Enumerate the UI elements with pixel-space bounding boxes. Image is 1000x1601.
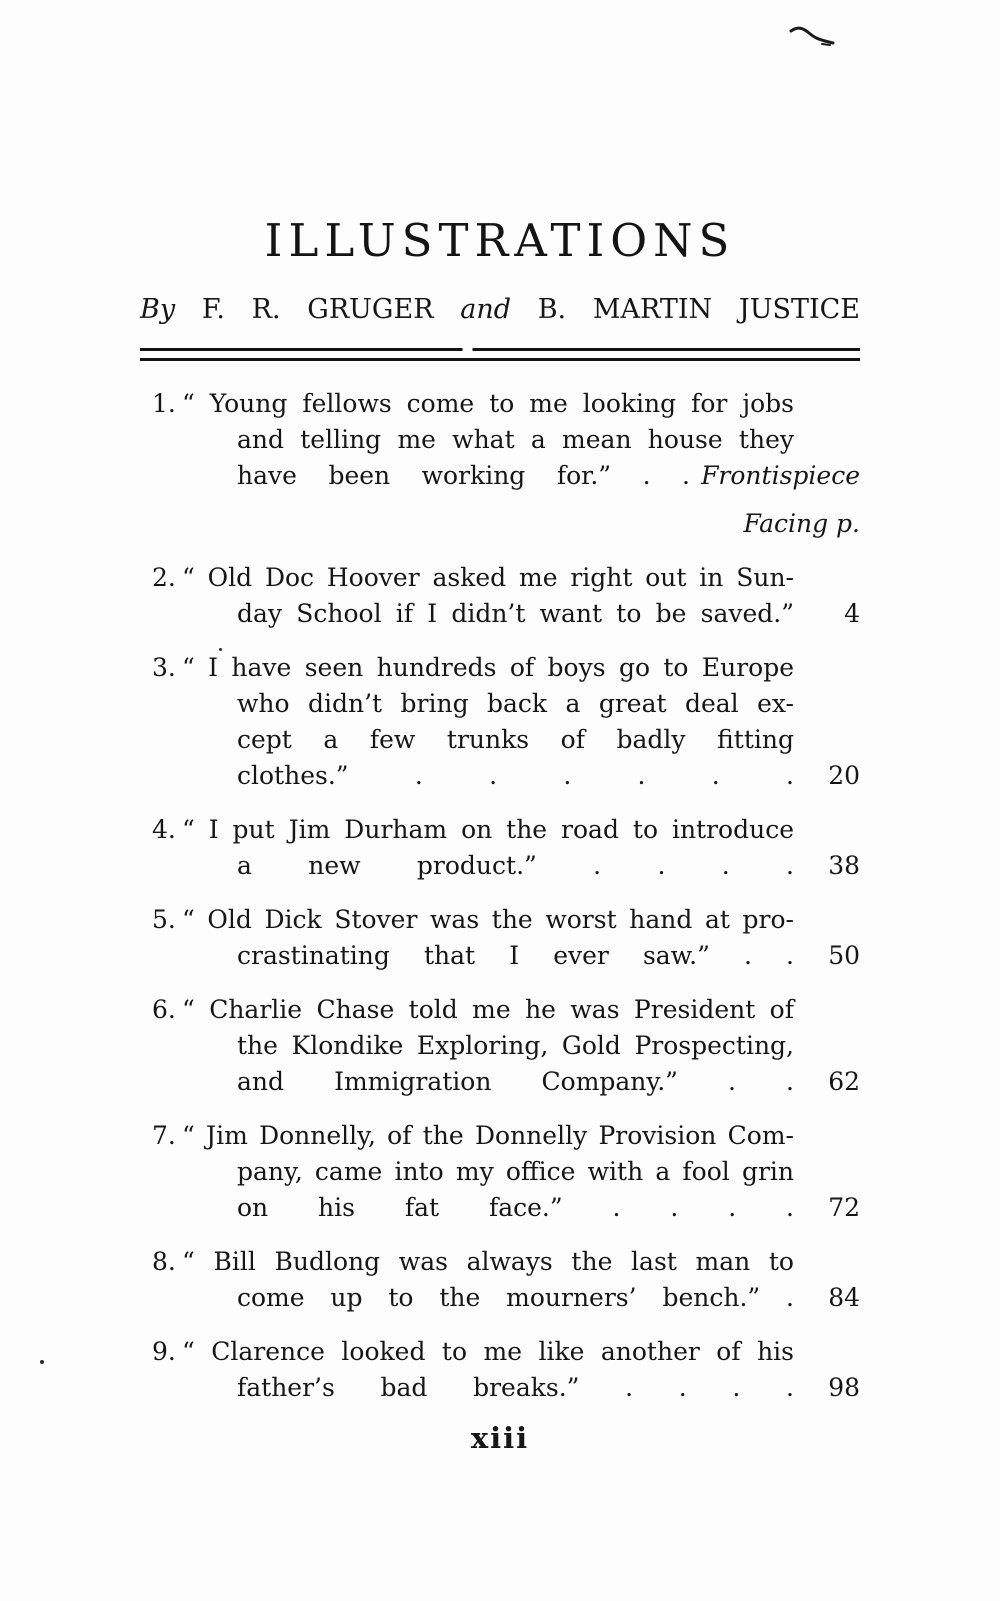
entry-number: 4. (152, 815, 176, 844)
entry-page-ref: 50 (828, 941, 860, 970)
byline-conjunction: and (460, 294, 512, 325)
entry-caption (182, 992, 860, 1100)
list-item (140, 902, 860, 974)
entry-number: 6. (152, 995, 176, 1024)
list-item (140, 992, 860, 1100)
byline-prefix: By (140, 294, 176, 325)
artist1-initial-f: F. (201, 294, 225, 325)
folio-page-number: xiii (470, 1421, 530, 1455)
entry-number: 3. (152, 653, 176, 682)
caption-line: pany, came into my office with a fool grin (237, 1157, 794, 1186)
caption-line: a new product.” . . . . (237, 851, 794, 880)
caption-line: “ Young fellows come to me looking for jobs (182, 389, 794, 418)
entry-page-ref: Frontispiece (701, 461, 860, 490)
print-speck (40, 1360, 44, 1364)
list-item (140, 1244, 860, 1316)
list-item (140, 560, 860, 632)
rule-bottom-bar (140, 358, 860, 361)
list-item (140, 650, 860, 794)
entry-page-ref: 84 (828, 1283, 860, 1312)
ink-squiggle-mark (788, 22, 840, 52)
list-item (140, 1118, 860, 1226)
entry-number: 7. (152, 1121, 176, 1150)
artist2-surname: JUSTICE (738, 294, 860, 325)
caption-line: “ Old Dick Stover was the worst hand at pro- (182, 905, 794, 934)
entry-number: 5. (152, 905, 176, 934)
entry-number: 8. (152, 1247, 176, 1276)
artist1-initial-r: R. (251, 294, 281, 325)
caption-line: “ I put Jim Durham on the road to introduce (182, 815, 794, 844)
caption-line: “ I have seen hundreds of boys go to Europe (182, 653, 794, 682)
list-item (140, 386, 860, 494)
caption-line: who didn’t bring back a great deal ex- (237, 689, 794, 718)
caption-line: “ Charlie Chase told me he was President of (182, 995, 794, 1024)
caption-line: father’s bad breaks.” . . . . (237, 1373, 794, 1402)
entry-caption (182, 1334, 860, 1406)
caption-line: “ Bill Budlong was always the last man to (182, 1247, 794, 1276)
caption-line: “ Old Doc Hoover asked me right out in Sun- (182, 563, 794, 592)
caption-line: “ Clarence looked to me like another of his (182, 1337, 794, 1366)
entry-page-ref: 72 (828, 1193, 860, 1222)
entry-page-ref: 38 (828, 851, 860, 880)
facing-page-label: Facing p. (743, 509, 860, 538)
entry-number: 9. (152, 1337, 176, 1366)
entry-page-ref: 62 (828, 1067, 860, 1096)
entry-caption (182, 560, 860, 632)
print-speck (219, 648, 222, 651)
entry-page-ref: 98 (828, 1373, 860, 1402)
artist2-initial-b: B. (537, 294, 567, 325)
caption-line: have been working for.” . . (237, 461, 690, 490)
caption-line: on his fat face.” . . . . (237, 1193, 794, 1222)
caption-line: and telling me what a mean house they (237, 425, 794, 454)
artist1-surname: GRUGER (307, 294, 434, 325)
caption-line: cept a few trunks of badly fitting (237, 725, 794, 754)
book-page (140, 0, 860, 1458)
entry-page-ref: 4 (844, 599, 860, 628)
page-title: ILLUSTRATIONS (264, 214, 736, 267)
caption-line: and Immigration Company.” . . (237, 1067, 794, 1096)
caption-line: “ Jim Donnelly, of the Donnelly Provision Com- (182, 1121, 794, 1150)
entry-caption (182, 902, 860, 974)
caption-line: come up to the mourners’ bench.” . (237, 1283, 794, 1312)
caption-line: crastinating that I ever saw.” . . (237, 941, 794, 970)
caption-line: clothes.” . . . . . . (237, 761, 794, 790)
entry-caption (182, 1118, 860, 1226)
entry-caption (182, 650, 860, 794)
list-item (140, 812, 860, 884)
double-rule (140, 348, 860, 361)
entry-caption (182, 1244, 860, 1316)
entry-number: 1. (152, 389, 176, 418)
list-item (140, 1334, 860, 1406)
caption-line: the Klondike Exploring, Gold Prospecting, (237, 1031, 794, 1060)
entry-page-ref: 20 (828, 761, 860, 790)
entry-number: 2. (152, 563, 176, 592)
byline (140, 294, 860, 326)
artist2-middle-name: MARTIN (592, 294, 713, 325)
caption-line: day School if I didn’t want to be saved.” (237, 599, 794, 628)
rule-gap (140, 351, 860, 358)
entry-caption (182, 812, 860, 884)
illustrations-list (140, 386, 860, 1406)
